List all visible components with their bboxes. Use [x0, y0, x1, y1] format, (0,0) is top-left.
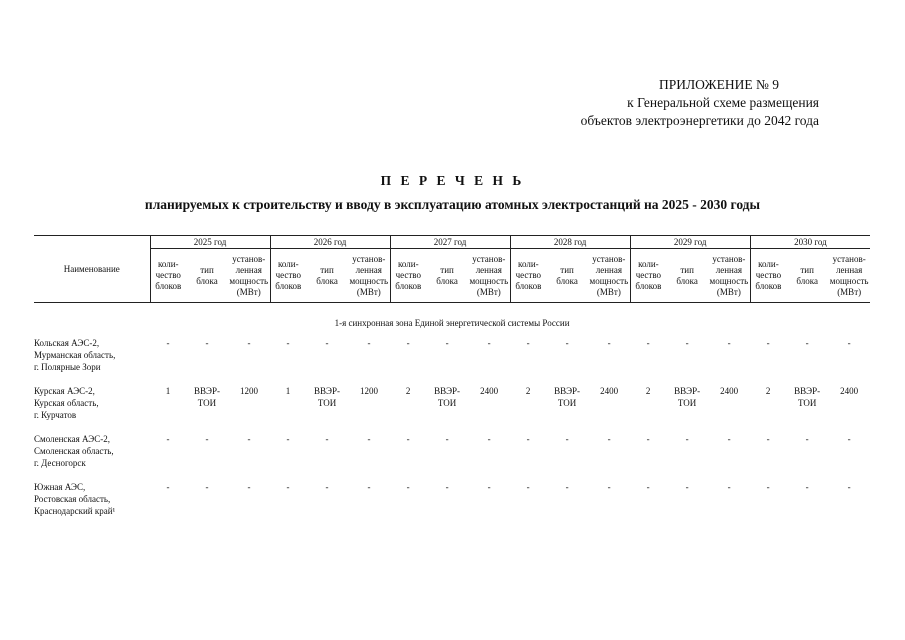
block-type-cell: - [685, 482, 689, 492]
unit-count-cell: - [646, 482, 650, 492]
block-type-cell: - [205, 434, 209, 444]
power-cell: - [487, 482, 491, 492]
power-cell: - [607, 482, 611, 492]
block-type-subheader: тип блока [666, 249, 708, 303]
unit-count-cell: - [286, 482, 290, 492]
block-type-cell: ВВЭР- ТОИ [554, 386, 581, 408]
power-cell: 2400 [840, 386, 859, 396]
station-name: Кольская АЭС-2, Мурманская область, г. Полярные Зори [34, 338, 116, 372]
block-type-cell: ВВЭР- ТОИ [674, 386, 701, 408]
unit-count-cell: 2 [765, 386, 771, 396]
table-row [34, 385, 870, 433]
power-cell: - [727, 338, 731, 348]
power-cell: - [847, 482, 851, 492]
appendix-number: ПРИЛОЖЕНИЕ № 9 [658, 77, 779, 92]
power-subheader: установ- ленная мощность (МВт) [588, 249, 630, 303]
power-cell: 2400 [600, 386, 619, 396]
block-type-cell: - [565, 482, 569, 492]
power-subheader: установ- ленная мощность (МВт) [468, 249, 510, 303]
appendix-line-2: к Генеральной схеме размещения [627, 95, 819, 110]
count-subheader: коли- чество блоков [750, 249, 786, 303]
table-header [34, 236, 870, 303]
block-type-subheader: тип блока [186, 249, 228, 303]
block-type-cell: - [325, 482, 329, 492]
station-name: Смоленская АЭС-2, Смоленская область, г. Десногорск [34, 434, 114, 468]
power-cell: 2400 [480, 386, 499, 396]
block-type-cell: - [805, 338, 809, 348]
block-type-subheader: тип блока [546, 249, 588, 303]
block-type-cell: ВВЭР- ТОИ [194, 386, 220, 408]
block-type-cell: - [205, 338, 209, 348]
block-type-cell: - [325, 434, 329, 444]
block-type-cell: - [685, 338, 689, 348]
unit-count-cell: 2 [645, 386, 651, 396]
unit-count-cell: - [286, 338, 290, 348]
power-cell: - [847, 434, 851, 444]
power-subheader: установ- ленная мощность (МВт) [708, 249, 750, 303]
table-body [34, 303, 870, 530]
table-row [34, 337, 870, 385]
block-type-cell: - [445, 338, 449, 348]
block-type-cell: - [325, 338, 329, 348]
table-row [34, 481, 870, 529]
year-header: 2025 год [150, 236, 270, 249]
unit-count-cell: - [766, 482, 770, 492]
appendix-line-3: объектов электроэнергетики до 2042 года [580, 113, 819, 128]
unit-count-cell: - [166, 482, 170, 492]
unit-count-cell: - [526, 434, 530, 444]
document-title: П Е Р Е Ч Е Н Ь [380, 173, 525, 188]
power-cell: - [607, 434, 611, 444]
block-type-subheader: тип блока [426, 249, 468, 303]
unit-count-cell: - [166, 338, 170, 348]
block-type-cell: - [805, 434, 809, 444]
appendix-block [581, 76, 819, 130]
unit-count-cell: 1 [165, 386, 171, 396]
block-type-cell: - [445, 434, 449, 444]
block-type-cell: - [205, 482, 209, 492]
zone-title: 1-я синхронная зона Единой энергетической системы России [334, 318, 570, 328]
year-header: 2026 год [270, 236, 390, 249]
block-type-cell: - [445, 482, 449, 492]
unit-count-cell: - [766, 434, 770, 444]
block-type-cell: - [565, 338, 569, 348]
npp-plan-table [34, 235, 870, 529]
power-cell: 2400 [720, 386, 739, 396]
year-header: 2027 год [390, 236, 510, 249]
block-type-cell: - [685, 434, 689, 444]
unit-count-cell: - [526, 338, 530, 348]
power-cell: - [727, 434, 731, 444]
unit-count-cell: - [406, 482, 410, 492]
year-header: 2030 год [750, 236, 870, 249]
power-cell: - [247, 338, 251, 348]
block-type-cell: ВВЭР- ТОИ [314, 386, 340, 408]
year-header: 2028 год [510, 236, 630, 249]
power-cell: - [247, 434, 251, 444]
power-cell: - [847, 338, 851, 348]
unit-count-cell: - [766, 338, 770, 348]
count-subheader: коли- чество блоков [510, 249, 546, 303]
unit-count-cell: - [526, 482, 530, 492]
count-subheader: коли- чество блоков [150, 249, 186, 303]
unit-count-cell: - [286, 434, 290, 444]
power-cell: - [367, 338, 371, 348]
block-type-cell: ВВЭР- ТОИ [794, 386, 821, 408]
block-type-cell: - [805, 482, 809, 492]
document-subtitle: планируемых к строительству и вводу в эксплуатацию атомных электростанций на 2025 - 2030 годы [144, 197, 761, 212]
unit-count-cell: 2 [525, 386, 531, 396]
power-cell: - [607, 338, 611, 348]
power-subheader: установ- ленная мощность (МВт) [228, 249, 270, 303]
power-cell: - [487, 434, 491, 444]
year-header: 2029 год [630, 236, 750, 249]
power-cell: - [367, 434, 371, 444]
unit-count-cell: - [646, 338, 650, 348]
power-subheader: установ- ленная мощность (МВт) [828, 249, 870, 303]
unit-count-cell: - [166, 434, 170, 444]
table-row [34, 433, 870, 481]
block-type-cell: - [565, 434, 569, 444]
power-cell: - [247, 482, 251, 492]
unit-count-cell: 2 [405, 386, 411, 396]
unit-count-cell: 1 [285, 386, 291, 396]
station-name: Южная АЭС, Ростовская область, Краснодарский край¹ [34, 482, 116, 516]
unit-count-cell: - [406, 434, 410, 444]
power-subheader: установ- ленная мощность (МВт) [348, 249, 390, 303]
power-cell: - [487, 338, 491, 348]
power-cell: - [367, 482, 371, 492]
unit-count-cell: - [406, 338, 410, 348]
block-type-cell: ВВЭР- ТОИ [434, 386, 461, 408]
station-name: Курская АЭС-2, Курская область, г. Курчатов [34, 386, 99, 420]
unit-count-cell: - [646, 434, 650, 444]
block-type-subheader: тип блока [786, 249, 828, 303]
count-subheader: коли- чество блоков [390, 249, 426, 303]
power-cell: 1200 [360, 386, 379, 396]
count-subheader: коли- чество блоков [630, 249, 666, 303]
power-cell: - [727, 482, 731, 492]
block-type-subheader: тип блока [306, 249, 348, 303]
name-column-header: Наименование [34, 236, 150, 303]
power-cell: 1200 [240, 386, 259, 396]
count-subheader: коли- чество блоков [270, 249, 306, 303]
